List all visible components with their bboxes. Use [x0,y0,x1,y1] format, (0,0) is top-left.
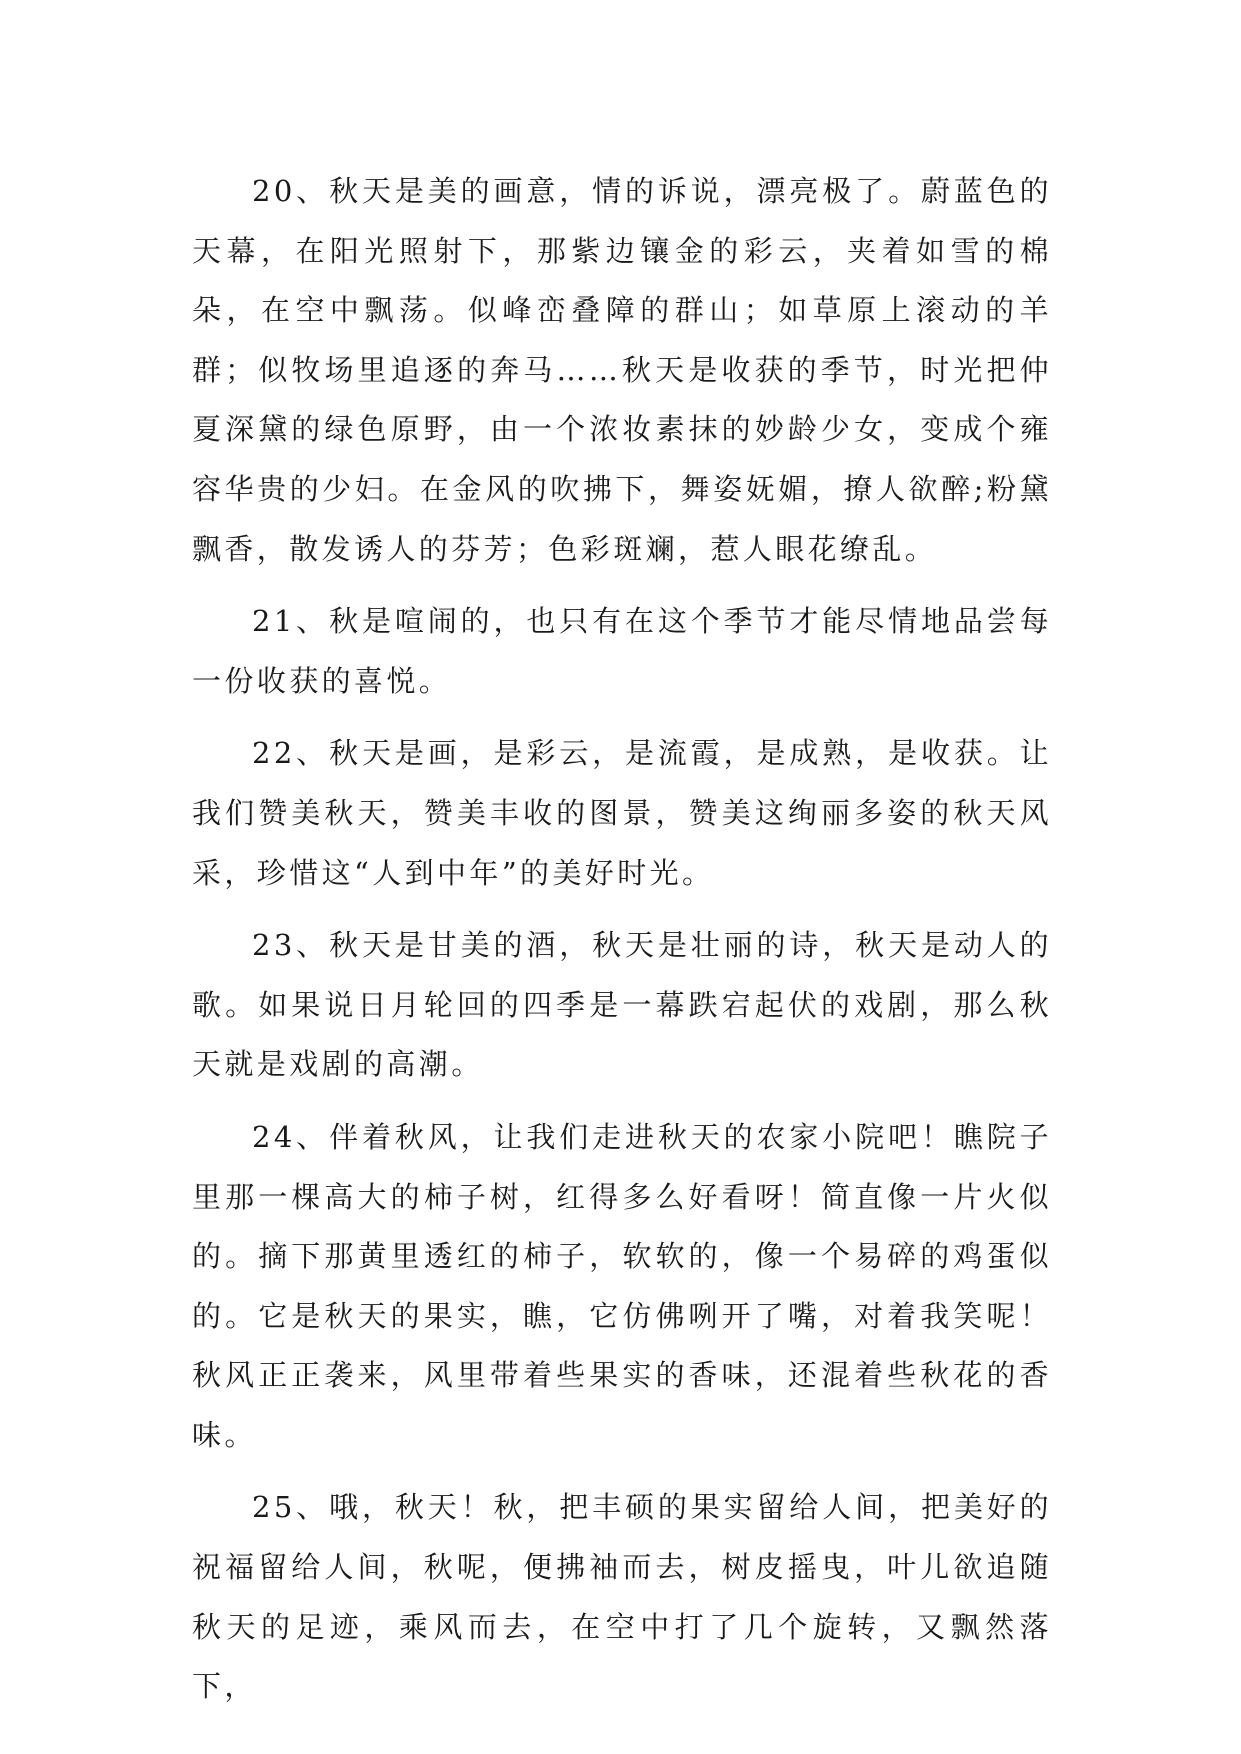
paragraph-22: 22、秋天是画，是彩云，是流霞，是成熟，是收获。让我们赞美秋天，赞美丰收的图景，赞美这绚丽多姿的秋天风采，珍惜这“人到中年”的美好时光。 [192,736,1052,890]
paragraph-23: 23、秋天是甘美的酒，秋天是壮丽的诗，秋天是动人的歌。如果说日月轮回的四季是一幕跌宕起伏的戏剧，那么秋天就是戏剧的高潮。 [192,928,1052,1082]
document-body [192,162,1052,1730]
paragraph-20: 20、秋天是美的画意，情的诉说，漂亮极了。蔚蓝色的天幕，在阳光照射下，那紫边镶金的彩云，夹着如雪的棉朵，在空中飘荡。似峰峦叠障的群山；如草原上滚动的羊群；似牧场里追逐的奔马……秋天是收获的季节，时光把仲夏深黛的绿色原野，由一个浓妆素抹的妙龄少女，变成个雍容华贵的少妇。在金风的吹拂下，舞姿妩媚，撩人欲醉;粉黛飘香，散发诱人的芬芳；色彩斑斓，惹人眼花缭乱。 [192,174,1052,566]
paragraph-25: 25、哦，秋天！秋，把丰硕的果实留给人间，把美好的祝福留给人间，秋呢，便拂袖而去，树皮摇曳，叶儿欲追随秋天的足迹，乘风而去，在空中打了几个旋转，又飘然落下， [192,1490,1052,1704]
paragraph-24: 24、伴着秋风，让我们走进秋天的农家小院吧！瞧院子里那一棵高大的柿子树，红得多么好看呀！简直像一片火似的。摘下那黄里透红的柿子，软软的，像一个易碎的鸡蛋似的。它是秋天的果实，瞧，它仿佛咧开了嘴，对着我笑呢！秋风正正袭来，风里带着些果实的香味，还混着些秋花的香味。 [192,1119,1052,1452]
paragraph-21: 21、秋是喧闹的，也只有在这个季节才能尽情地品尝每一份收获的喜悦。 [192,604,1052,698]
